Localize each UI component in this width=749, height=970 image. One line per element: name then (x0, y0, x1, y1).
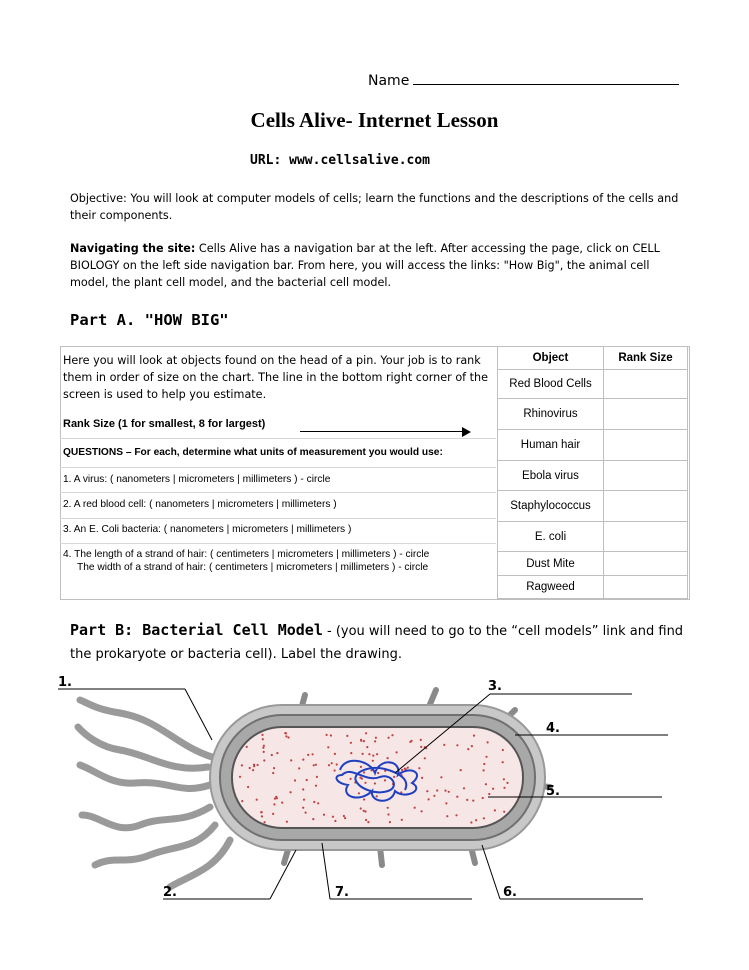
ribosome-dot (409, 741, 411, 743)
ribosome-dot (440, 776, 442, 778)
ribosome-dot (359, 777, 361, 779)
ribosome-dot (336, 763, 338, 765)
ribosome-dot (502, 761, 504, 763)
ribosome-dot (328, 764, 330, 766)
ribosome-dot (401, 819, 403, 821)
diagram-label-5: 5. (546, 784, 560, 799)
ribosome-dot (363, 798, 365, 800)
ribosome-dot (363, 740, 365, 742)
object-cell: Human hair (498, 430, 604, 461)
ribosome-dot (327, 746, 329, 748)
question-item: 2. A red blood cell: ( nanometers | micrometers | millimeters ) (63, 499, 337, 510)
rank-cell[interactable] (604, 522, 688, 552)
ribosome-dot (302, 807, 304, 809)
label-leader (482, 845, 500, 899)
ribosome-dot (367, 821, 369, 823)
ribosome-dot (315, 785, 317, 787)
ribosome-dot (285, 735, 287, 737)
table-row (498, 370, 688, 399)
ribosome-dot (384, 779, 386, 781)
ribosome-dot (294, 779, 296, 781)
ribosome-dot (306, 779, 308, 781)
ribosome-dot (273, 767, 275, 769)
ribosome-dot (387, 757, 389, 759)
ribosome-dot (426, 790, 428, 792)
ribosome-dot (391, 734, 393, 736)
table-row (498, 491, 688, 522)
name-blank[interactable] (413, 72, 679, 85)
ribosome-dot (502, 749, 504, 751)
ribosome-dot (264, 821, 266, 823)
object-cell: Ebola virus (498, 461, 604, 491)
ribosome-dot (360, 740, 362, 742)
ribosome-dot (313, 801, 315, 803)
ribosome-dot (404, 768, 406, 770)
rank-size-instruction: Rank Size (1 for smallest, 8 for largest) (63, 418, 266, 430)
ribosome-dot (503, 811, 505, 813)
ribosome-dot (488, 793, 490, 795)
ribosome-dot (261, 734, 263, 736)
navigating-text: Cells Alive has a navigation bar at the left. After accessing the page, click on CELL BIOLOGY on the left side navigation bar. From here, you will access the links: "How Big", the animal cell model, the plant cell model, and the bacterial cell model. (70, 242, 660, 289)
ribosome-dot (375, 737, 377, 739)
ribosome-dot (376, 795, 378, 797)
ribosome-dot (387, 807, 389, 809)
ribosome-dot (482, 797, 484, 799)
ribosome-dot (253, 764, 255, 766)
ribosome-dot (396, 751, 398, 753)
ribosome-dot (350, 752, 352, 754)
part-a-heading: Part A. "HOW BIG" (70, 311, 229, 329)
ribosome-dot (331, 762, 333, 764)
rank-cell[interactable] (604, 399, 688, 430)
ribosome-dot (271, 754, 273, 756)
ribosome-dot (368, 753, 370, 755)
arrow-head-icon (462, 427, 471, 437)
ribosome-dot (239, 776, 241, 778)
flagellum (82, 807, 210, 828)
diagram-label-7: 7. (335, 885, 349, 900)
ribosome-dot (414, 807, 416, 809)
ribosome-dot (274, 798, 276, 800)
ribosome-dot (246, 746, 248, 748)
rank-cell[interactable] (604, 430, 688, 461)
question-item: 1. A virus: ( nanometers | micrometers | millimeters ) - circle (63, 474, 331, 485)
object-cell: Ragweed (498, 576, 604, 599)
ribosome-dot (344, 817, 346, 819)
ribosome-dot (305, 812, 307, 814)
diagram-label-2: 2. (163, 885, 177, 900)
ribosome-dot (448, 791, 450, 793)
ribosome-dot (263, 751, 265, 753)
ribosome-dot (475, 819, 477, 821)
rank-cell[interactable] (604, 491, 688, 522)
ribosome-dot (272, 813, 274, 815)
name-label: Name (368, 73, 410, 89)
ribosome-dot (389, 821, 391, 823)
ribosome-dot (247, 786, 249, 788)
ribosome-dot (456, 744, 458, 746)
ribosome-dot (330, 734, 332, 736)
ribosome-dot (485, 783, 487, 785)
table-row (498, 576, 688, 599)
ribosome-dot (372, 760, 374, 762)
ribosome-dot (365, 819, 367, 821)
ribosome-dot (346, 735, 348, 737)
ribosome-dot (363, 771, 365, 773)
url-line: URL: www.cellsalive.com (250, 153, 431, 168)
ribosome-dot (374, 782, 376, 784)
ribosome-dot (350, 742, 352, 744)
ribosome-dot (302, 759, 304, 761)
ribosome-dot (494, 809, 496, 811)
part-b-heading (70, 619, 690, 666)
ribosome-dot (487, 741, 489, 743)
ribosome-dot (360, 807, 362, 809)
ribosome-dot (260, 811, 262, 813)
object-cell: Dust Mite (498, 552, 604, 576)
ribosome-dot (249, 767, 251, 769)
ribosome-dot (376, 753, 378, 755)
ribosome-dot (485, 756, 487, 758)
table-header-row (498, 347, 688, 370)
ribosome-dot (372, 755, 374, 757)
ribosome-dot (290, 759, 292, 761)
question-item: 4. The length of a strand of hair: ( centimeters | micrometers | millimeters ) - circle (63, 549, 430, 560)
rank-cell[interactable] (604, 370, 688, 399)
object-cell: Rhinovirus (498, 399, 604, 430)
ribosome-dot (436, 789, 438, 791)
ribosome-dot (263, 745, 265, 747)
ribosome-dot (472, 800, 474, 802)
ribosome-dot (365, 732, 367, 734)
ribosome-dot (446, 815, 448, 817)
ribosome-dot (473, 735, 475, 737)
ribosome-dot (418, 767, 420, 769)
table-row (498, 399, 688, 430)
ribosome-dot (444, 790, 446, 792)
ribosome-dot (312, 753, 314, 755)
part-a-intro: Here you will look at objects found on the head of a pin. Your job is to rank them in order of size on the chart. The line in the bottom right corner of the screen is used to help you estimate. (63, 354, 489, 401)
divider (60, 492, 496, 493)
part-b-title: Part B: Bacterial Cell Model (70, 621, 323, 639)
ribosome-dot (303, 799, 305, 801)
ribosome-dot (420, 746, 422, 748)
ribosome-dot (433, 795, 435, 797)
flagellum (80, 700, 212, 757)
ribosome-dot (263, 759, 265, 761)
ribosome-dot (420, 739, 422, 741)
ribosome-dot (460, 769, 462, 771)
ribosome-dot (312, 818, 314, 820)
column-header: Rank Size (604, 347, 688, 370)
navigating-paragraph (70, 240, 682, 291)
ribosome-dot (287, 736, 289, 738)
ribosome-dot (313, 764, 315, 766)
table-row (498, 430, 688, 461)
page-title: Cells Alive- Internet Lesson (250, 108, 499, 132)
ribosome-dot (286, 821, 288, 823)
ribosome-dot (256, 799, 258, 801)
ribosome-dot (424, 757, 426, 759)
ribosome-dot (363, 810, 365, 812)
ribosome-dot (241, 764, 243, 766)
bacteria-cell-diagram (0, 665, 749, 910)
ribosome-dot (261, 815, 263, 817)
ribosome-dot (483, 817, 485, 819)
table-row (498, 461, 688, 491)
ribosome-dot (374, 740, 376, 742)
ribosome-dot (350, 778, 352, 780)
ribosome-dot (334, 820, 336, 822)
ribosome-dot (241, 800, 243, 802)
diagram-label-1: 1. (58, 675, 72, 690)
table-row (498, 522, 688, 552)
ribosome-dot (387, 813, 389, 815)
ribosome-dot (466, 799, 468, 801)
ribosome-dot (471, 745, 473, 747)
ribosome-dot (467, 748, 469, 750)
ribosome-dot (503, 787, 505, 789)
table-row (498, 552, 688, 576)
ribosome-dot (445, 802, 447, 804)
ribosome-dot (506, 782, 508, 784)
rank-arrow (300, 431, 465, 432)
ribosome-dot (281, 802, 283, 804)
ribosome-dot (334, 753, 336, 755)
ribosome-dot (302, 788, 304, 790)
ribosome-dot (343, 815, 345, 817)
rank-table (497, 346, 688, 599)
ribosome-dot (262, 738, 264, 740)
ribosome-dot (323, 814, 325, 816)
ribosome-dot (443, 744, 445, 746)
ribosome-dot (421, 777, 423, 779)
ribosome-dot (428, 798, 430, 800)
objective-paragraph: Objective: You will look at computer models of cells; learn the functions and the descriptions of the cells and their components. (70, 192, 679, 222)
ribosome-dot (334, 769, 336, 771)
divider (60, 438, 496, 439)
ribosome-dot (262, 747, 264, 749)
diagram-label-3: 3. (488, 679, 502, 694)
divider (60, 518, 496, 519)
ribosome-dot (393, 776, 395, 778)
rank-cell[interactable] (604, 461, 688, 491)
name-field[interactable] (368, 72, 679, 89)
navigating-label: Navigating the site: (70, 242, 196, 255)
ribosome-dot (463, 787, 465, 789)
ribosome-dot (407, 767, 409, 769)
ribosome-dot (492, 788, 494, 790)
ribosome-dot (275, 796, 277, 798)
ribosome-dot (276, 752, 278, 754)
object-cell: E. coli (498, 522, 604, 552)
ribosome-dot (362, 753, 364, 755)
ribosome-dot (285, 732, 287, 734)
rank-cell[interactable] (604, 552, 688, 576)
ribosome-dot (388, 737, 390, 739)
questions-header: QUESTIONS – For each, determine what units of measurement you would use: (63, 447, 443, 458)
object-cell: Red Blood Cells (498, 370, 604, 399)
ribosome-dot (290, 791, 292, 793)
ribosome-dot (298, 767, 300, 769)
question-item: 3. An E. Coli bacteria: ( nanometers | micrometers | millimeters ) (63, 524, 352, 535)
column-header: Object (498, 347, 604, 370)
ribosome-dot (358, 792, 360, 794)
ribosome-dot (307, 754, 309, 756)
ribosome-dot (483, 763, 485, 765)
question-item: The width of a strand of hair: ( centimeters | micrometers | millimeters ) - circle (77, 562, 429, 573)
ribosome-dot (272, 772, 274, 774)
ribosome-dot (332, 816, 334, 818)
ribosome-dot (252, 769, 254, 771)
diagram-label-4: 4. (546, 721, 560, 736)
flagella (78, 700, 230, 887)
ribosome-dot (377, 772, 379, 774)
ribosome-dot (364, 782, 366, 784)
rank-cell[interactable] (604, 576, 688, 599)
divider (60, 543, 496, 544)
ribosome-dot (360, 766, 362, 768)
ribosome-dot (316, 776, 318, 778)
ribosome-dot (456, 796, 458, 798)
label-leader (185, 689, 212, 740)
object-cell: Staphylococcus (498, 491, 604, 522)
ribosome-dot (483, 769, 485, 771)
ribosome-dot (421, 810, 423, 812)
ribosome-dot (455, 814, 457, 816)
ribosome-dot (257, 764, 259, 766)
ribosome-dot (470, 821, 472, 823)
label-leader (322, 843, 330, 899)
ribosome-dot (503, 778, 505, 780)
flagellum (95, 825, 215, 865)
ribosome-dot (317, 802, 319, 804)
ribosome-dot (326, 734, 328, 736)
ribosome-dot (315, 764, 317, 766)
divider (60, 467, 496, 468)
diagram-label-6: 6. (503, 885, 517, 900)
ribosome-dot (401, 769, 403, 771)
part-b-instructions: - (you will need to go to the “cell models” link and find the prokaryote or bacteria cell). Label the drawing. (70, 624, 684, 662)
ribosome-dot (366, 746, 368, 748)
ribosome-dot (273, 803, 275, 805)
